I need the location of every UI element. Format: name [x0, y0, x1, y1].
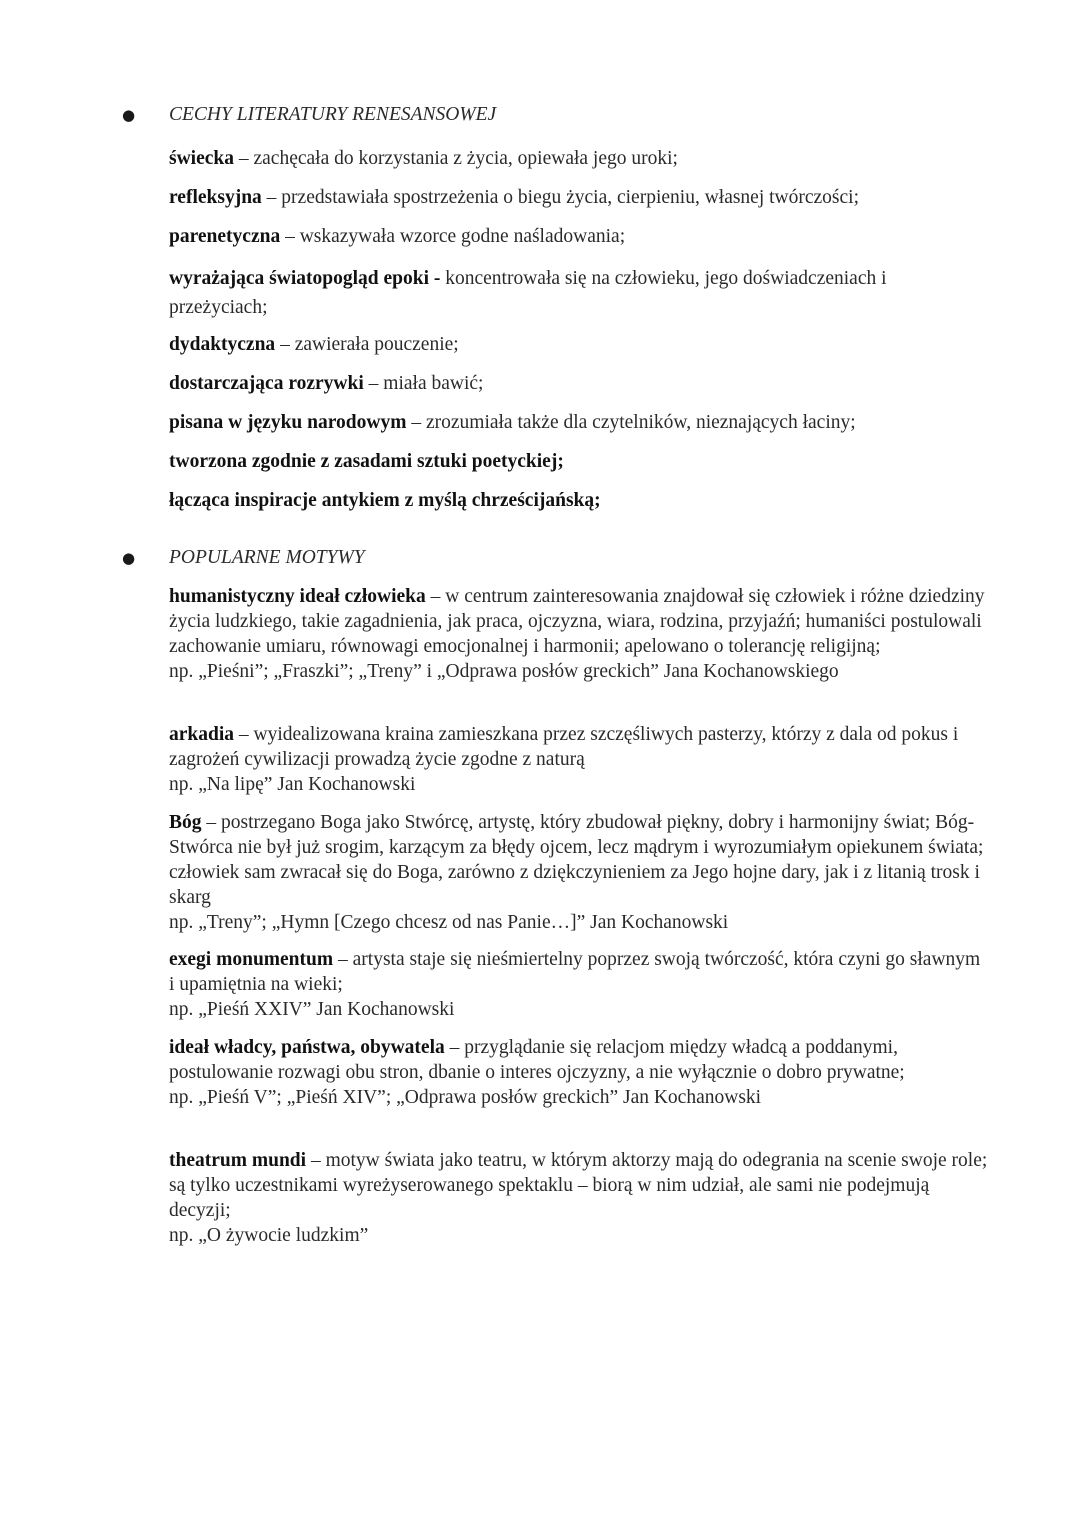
- motif-example: np. „Na lipę” Jan Kochanowski: [169, 774, 416, 795]
- feature-item: [169, 185, 989, 210]
- motif-desc: – artysta staje się nieśmiertelny poprzez swoją twórczość, która czyni go sławnym i upamiętnia na wieki;: [169, 949, 981, 995]
- motif-item: [169, 1035, 989, 1110]
- motif-example: np. „O żywocie ludzkim”: [169, 1225, 369, 1246]
- feature-term: parenetyczna: [169, 226, 281, 247]
- motif-desc: – przyglądanie się relacjom między władcą a poddanymi, postulowanie rozwagi obu stron, dbanie o interes ojczyzny, a nie wyłącznie o dobro prywatne;: [169, 1037, 905, 1083]
- feature-item: [169, 332, 989, 357]
- bullet-icon: ●: [122, 549, 136, 567]
- feature-term: łącząca inspiracje antykiem z myślą chrześcijańską;: [169, 490, 601, 511]
- motif-term: humanistyczny ideał człowieka: [169, 586, 426, 607]
- feature-term: dostarczająca rozrywki: [169, 373, 364, 394]
- motif-item: [169, 1148, 989, 1248]
- motif-desc: – motyw świata jako teatru, w którym aktorzy mają do odegrania na scenie swoje role; są tylko uczestnikami wyreżyserowanego spektaklu – biorą w nim udział, ale sami nie podejmują decyzji;: [169, 1150, 988, 1221]
- motif-term: exegi monumentum: [169, 949, 334, 970]
- feature-term: wyrażająca światopogląd epoki -: [169, 268, 441, 289]
- motif-example: np. „Pieśń XXIV” Jan Kochanowski: [169, 999, 455, 1020]
- motifs-title: POPULARNE MOTYWY: [169, 547, 365, 568]
- motif-example: np. „Pieśni”; „Fraszki”; „Treny” i „Odprawa posłów greckich” Jana Kochanowskiego: [169, 661, 839, 682]
- feature-desc: – przedstawiała spostrzeżenia o biegu życia, cierpieniu, własnej twórczości;: [261, 187, 860, 208]
- feature-term: refleksyjna: [169, 187, 262, 208]
- features-title: CECHY LITERATURY RENESANSOWEJ: [169, 104, 497, 125]
- feature-desc: koncentrowała się na człowieku, jego doświadczeniach i przeżyciach;: [169, 268, 887, 318]
- feature-term: pisana w języku narodowym: [169, 412, 407, 433]
- feature-item: [169, 224, 989, 249]
- feature-desc: – zawierała pouczenie;: [275, 334, 459, 355]
- feature-term: dydaktyczna: [169, 334, 276, 355]
- feature-item: [169, 146, 989, 171]
- feature-desc: – wskazywała wzorce godne naśladowania;: [280, 226, 626, 247]
- feature-desc: – zrozumiała także dla czytelników, nieznających łaciny;: [406, 412, 856, 433]
- feature-term: tworzona zgodnie z zasadami sztuki poetyckiej;: [169, 451, 564, 472]
- motif-item: [169, 810, 989, 935]
- motif-example: np. „Pieśń V”; „Pieśń XIV”; „Odprawa posłów greckich” Jan Kochanowski: [169, 1087, 762, 1108]
- feature-desc: – zachęcała do korzystania z życia, opiewała jego uroki;: [234, 148, 678, 169]
- feature-item: [169, 371, 989, 396]
- motif-term: ideał władcy, państwa, obywatela: [169, 1037, 445, 1058]
- feature-item: [169, 264, 989, 322]
- feature-item: [169, 488, 989, 513]
- motif-item: [169, 722, 989, 797]
- feature-desc: – miała bawić;: [363, 373, 484, 394]
- motif-example: np. „Treny”; „Hymn [Czego chcesz od nas Panie…]” Jan Kochanowski: [169, 912, 729, 933]
- feature-term: świecka: [169, 148, 234, 169]
- feature-item: [169, 449, 989, 474]
- motif-item: [169, 947, 989, 1022]
- motif-term: arkadia: [169, 724, 235, 745]
- bullet-icon: ●: [122, 106, 136, 124]
- motif-desc: – postrzegano Boga jako Stwórcę, artystę, który zbudował piękny, dobry i harmonijny świat; Bóg-Stwórca nie był już srogim, karzącym za błędy ojcem, lecz mądrym i wyrozumiałym opiekunem świata; człowiek sam zwracał się do Boga, zarówno z dziękczynieniem za Jego hojne dary, jak i z litanią trosk i skarg: [169, 812, 984, 908]
- motif-term: Bóg: [169, 812, 202, 833]
- motif-item: [169, 584, 989, 684]
- motif-term: theatrum mundi: [169, 1150, 307, 1171]
- motif-desc: – w centrum zainteresowania znajdował się człowiek i różne dziedziny życia ludzkiego, takie zagadnienia, jak praca, ojczyzna, wiara, rodzina, przyjaźń; humaniści postulowali zachowanie umiaru, równowagi emocjonalnej i harmonii; apelowano o tolerancję religijną;: [169, 586, 985, 657]
- feature-item: [169, 410, 989, 435]
- motif-desc: – wyidealizowana kraina zamieszkana przez szczęśliwych pasterzy, którzy z dala od pokus i zagrożeń cywilizacji prowadzą życie zgodne z naturą: [169, 724, 959, 770]
